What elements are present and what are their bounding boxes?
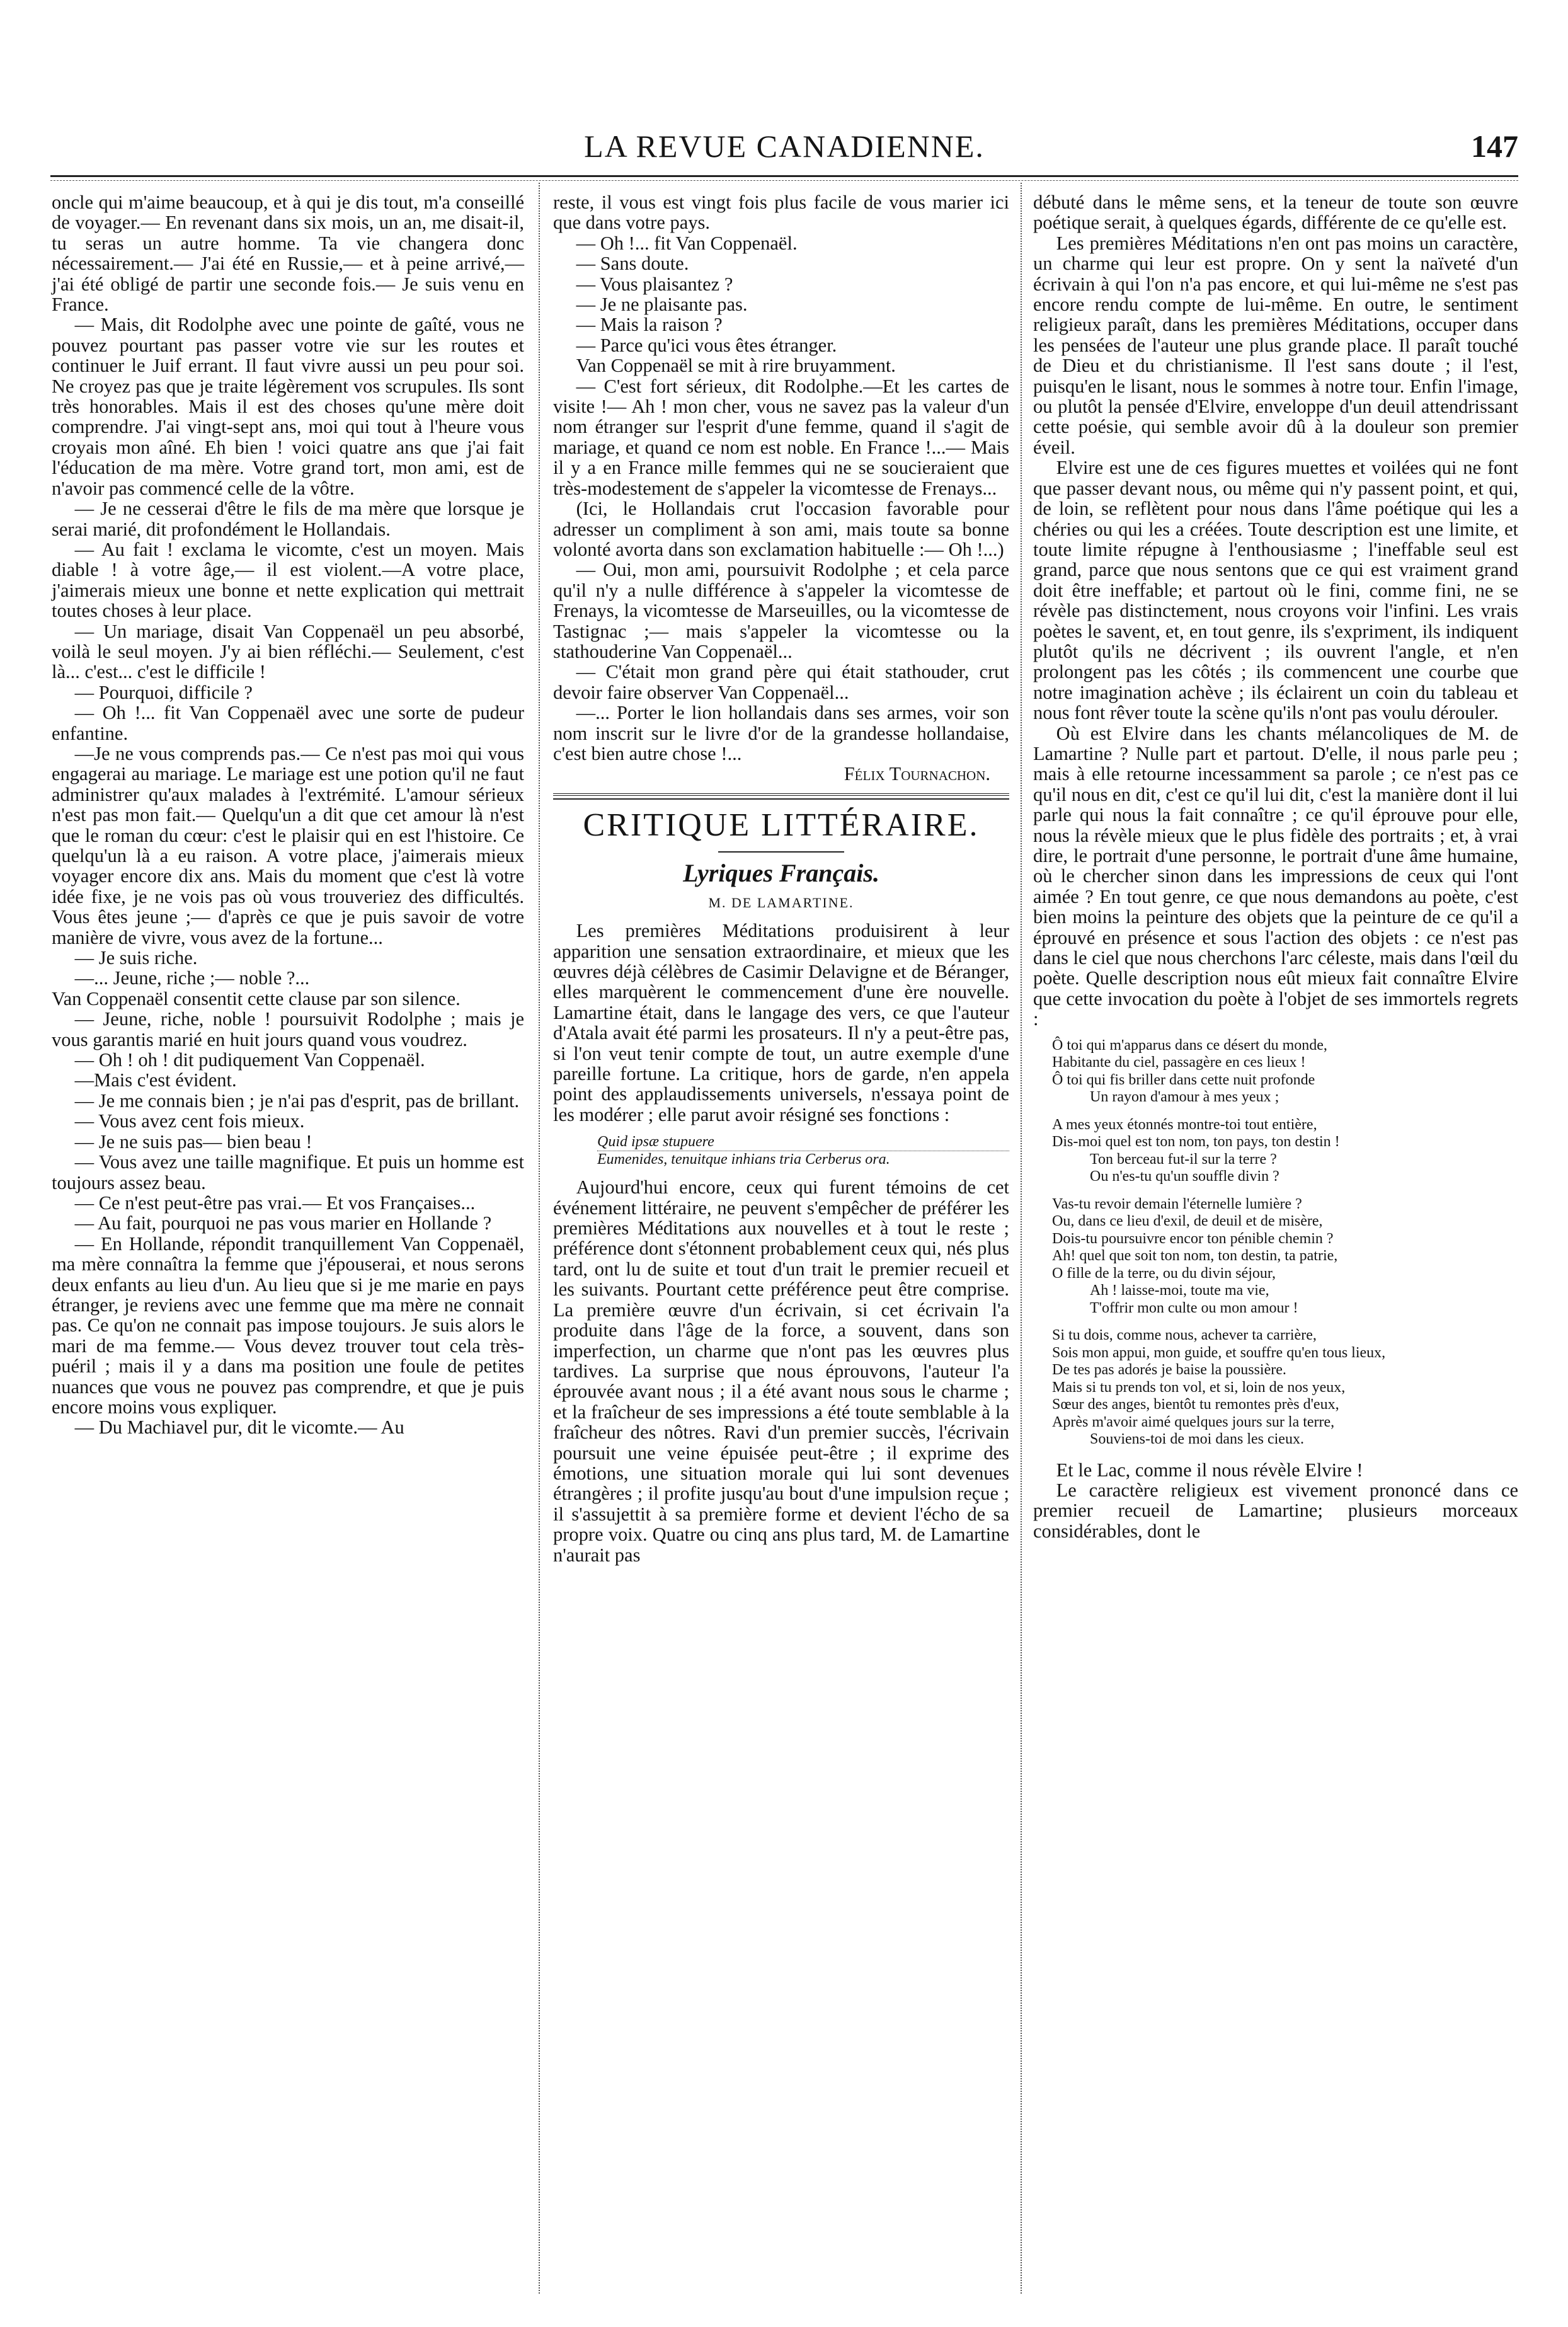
paragraph: — Vous plaisantez ? (576, 273, 733, 295)
poem-stanza (1052, 1037, 1518, 1106)
paragraph: — C'est fort sérieux, dit Rodolphe.—Et les cartes de visite !— Ah ! mon cher, vous ne savez pas la valeur d'un nom étranger sur l'esprit d'une femme, quand il s'agit de mariage, et quand ce nom est noble. En France !...— Mais il y a en France mille femmes qui ne se soucieraient que très-modestement de s'appeler la vicomtesse de Frenays... (553, 375, 1009, 499)
paragraph: — Du Machiavel pur, dit le vicomte.— Au (74, 1416, 404, 1439)
poem-line: Ou n'es-tu qu'un souffle divin ? (1090, 1168, 1279, 1185)
column-3 (1033, 192, 1518, 1541)
quotation-line: Eumenides, tenuitque inhians tria Cerberus ora. (597, 1151, 890, 1168)
paragraph: — Oh ! oh ! dit pudiquement Van Coppenaël. (74, 1049, 425, 1071)
paragraph: Van Coppenaël consentit cette clause par son silence. (52, 987, 461, 1009)
paragraph: — Je ne cesserai d'être le fils de ma mère que lorsque je serai marié, dit profondément le Hollandais. (52, 498, 524, 540)
header-rule (50, 175, 1518, 177)
paragraph: — Parce qu'ici vous êtes étranger. (576, 334, 837, 356)
paragraph: Elvire est une de ces figures muettes et voilées qui ne font que passer devant nous, ou même qui n'y passent point, et qui, de loin, se reflètent pour nous dans l'âme poétique qui les a chéries ou qui les a créées. Toute description est une limite, et toute limite répugne à l'enthousiasme ; l'ineffable seul est grand, parce que nous sentons que ce qui est vraiment grand doit être ineffable; et partout où le fini, comme fini, ne se révèle pas distinctement, nous croyons voir l'infini. Les vrais poètes le savent, et, en tout genre, ils s'expriment, ils indiquent plutôt qu'ils ne décrivent ; ils ouvrent l'angle, et n'en prolongent pas les côtés ; ils commencent une courbe que notre imagination achève ; ils éclairent un coin du tableau et nous font rêver toute la scène qu'ils n'ont pas voulu dérouler. (1033, 457, 1518, 724)
poem-line: De tes pas adorés je baise la poussière. (1052, 1362, 1286, 1379)
poem-line: O fille de la terre, ou du divin séjour, (1052, 1265, 1276, 1282)
paragraph: — Je suis riche. (74, 947, 198, 969)
poem-line: Ô toi qui m'apparus dans ce désert du monde, (1052, 1037, 1327, 1054)
paragraph: Les premières Méditations n'en ont pas moins un caractère, un charme qui leur est propre. On y sent la naïveté d'un écrivain à qui l'on n'a pas encore, et qui lui-même ne s'est pas encore rendu compte de lui-même. En outre, le sentiment religieux paraît, dans les premières Méditations, occuper dans les pensées de l'auteur une plus grande place. Il paraît touché de Dieu et du christianisme. Il l'est sans doute ; il l'est, puisqu'en le lisant, nous le sommes à notre tour. Enfin l'image, ou plutôt la pensée d'Elvire, enveloppe d'un deuil attendrissant cette poésie, qui semble avoir dû à la douleur son premier éveil. (1033, 232, 1518, 458)
paragraph: — Sans doute. (576, 253, 689, 275)
poem-line: T'offrir mon culte ou mon amour ! (1090, 1299, 1298, 1316)
paragraph: — Je ne suis pas— bien beau ! (74, 1130, 312, 1152)
poem-line: Ah ! laisse-moi, toute ma vie, (1090, 1282, 1269, 1299)
section-title: CRITIQUE LITTÉRAIRE. (583, 807, 980, 843)
paragraph: —... Jeune, riche ;— noble ?... (74, 967, 310, 989)
short-rule (718, 851, 844, 853)
page-header (50, 123, 1518, 173)
paragraph: Les premières Méditations produisirent à leur apparition une sensation extraordinaire, et mieux que les œuvres déjà célèbres de Casimir Delavigne et de Béranger, elles marquèrent le commencement d'une ère nouvelle. Lamartine était, dans le langage des vers, ce que l'auteur d'Atala avait été parmi les prosateurs. Il n'y a peut-être pas, si l'on veut tenir compte de tout, un autre exemple d'une pareille fortune. La critique, hors de garde, n'en appela point des applaudissements universels, n'essaya point de les modérer ; elle parut avoir résigné ses fonctions : (553, 920, 1009, 1125)
paragraph: (Ici, le Hollandais crut l'occasion favorable pour adresser un compliment à son ami, mais toute sa bonne volonté avorta dans son exclamation habituelle :— Oh !...) (553, 498, 1009, 560)
paragraph: — Au fait, pourquoi ne pas vous marier en Hollande ? (74, 1212, 492, 1234)
paragraph: reste, il vous est vingt fois plus facile de vous marier ici que dans votre pays. (553, 192, 1009, 234)
paragraph: — Mais la raison ? (576, 314, 723, 336)
poem-line: Après m'avoir aimé quelques jours sur la terre, (1052, 1413, 1335, 1430)
paragraph: — Oh !... fit Van Coppenaël avec une sorte de pudeur enfantine. (52, 702, 524, 744)
paragraph: — Oh !... fit Van Coppenaël. (576, 232, 798, 254)
article-byline: M. DE LAMARTINE. (708, 894, 854, 911)
poem-line: Ah! quel que soit ton nom, ton destin, ta patrie, (1052, 1248, 1338, 1265)
paragraph: — Oui, mon ami, poursuivit Rodolphe ; et cela parce qu'il n'y a nulle différence à s'appeler la vicomtesse de Frenays, la vicomtesse de Marseuilles, ou la vicomtesse de Tastignac ;— mais s'appeler la vicomtesse ou la stathouderine Van Coppenaël... (553, 559, 1009, 662)
paragraph: — Un mariage, disait Van Coppenaël un peu absorbé, voilà le seul moyen. J'y ai bien réfléchi.— Seulement, c'est là... c'est... c'est le difficile ! (52, 620, 524, 683)
poem-line: Sœur des anges, bientôt tu remontes près d'eux, (1052, 1396, 1339, 1413)
poem-stanza (1052, 1327, 1518, 1449)
author-signature: Félix Tournachon. (844, 763, 990, 785)
paragraph: —... Porter le lion hollandais dans ses armes, voir son nom inscrit sur le livre d'or de la grandesse hollandaise, c'est bien autre chose !... (553, 702, 1009, 764)
paragraph: — Je me connais bien ; je n'ai pas d'esprit, pas de brillant. (74, 1089, 520, 1112)
quotation-line: Quid ipsæ stupuere (597, 1134, 1009, 1151)
poem-line: Ô toi qui fis briller dans cette nuit profonde (1052, 1071, 1315, 1088)
paragraph: — Vous avez une taille magnifique. Et puis un homme est toujours assez beau. (52, 1151, 524, 1193)
poem-line: Habitante du ciel, passagère en ces lieux ! (1052, 1054, 1306, 1071)
paragraph: — Mais, dit Rodolphe avec une pointe de gaîté, vous ne pouvez pourtant pas passer votre vie sur les routes et continuer le Juif errant. Il faut vivre aussi un peu pour soi. Ne croyez pas que je traite légèrement vos scrupules. Ils sont très honorables. Mais il est des choses qu'une mère doit comprendre. J'ai vingt-sept ans, moi qui tout à l'heure vous croyais mon aîné. Eh bien ! voici quatre ans que j'ai fait l'éducation de ma mère. Votre grand tort, mon ami, est de n'avoir pas commencé celle de la vôtre. (52, 314, 524, 499)
column-2 (553, 192, 1009, 1565)
paragraph: — C'était mon grand père qui était stathouder, crut devoir faire observer Van Coppenaël... (553, 661, 1009, 703)
poem-quotation (1052, 1037, 1518, 1449)
paragraph: Van Coppenaël se mit à rire bruyamment. (576, 355, 896, 377)
poem-line: Si tu dois, comme nous, achever ta carrière, (1052, 1327, 1317, 1344)
article-subtitle: Lyriques Français. (683, 858, 879, 887)
column-1 (52, 192, 524, 1438)
poem-line: Un rayon d'amour à mes yeux ; (1090, 1089, 1279, 1106)
poem-line: Ou, dans ce lieu d'exil, de deuil et de misère, (1052, 1213, 1323, 1230)
paragraph: — Au fait ! exclama le vicomte, c'est un moyen. Mais diable ! à votre âge,— il est violent.—A votre place, j'aimerais mieux une bonne et nette explication qui mettrait toutes choses à leur place. (52, 538, 524, 622)
poem-stanza (1052, 1117, 1518, 1186)
latin-quotation (597, 1134, 1009, 1168)
poem-line: A mes yeux étonnés montre-toi tout entière, (1052, 1116, 1317, 1133)
poem-line: Ton berceau fut-il sur la terre ? (1090, 1151, 1277, 1168)
paragraph: Le caractère religieux est vivement prononcé dans ce premier recueil de Lamartine; plusieurs morceaux considérables, dont le (1033, 1480, 1518, 1542)
poem-line: Dois-tu poursuivre encor ton pénible chemin ? (1052, 1230, 1334, 1247)
paragraph: — Pourquoi, difficile ? (74, 681, 253, 703)
page-number: 147 (1471, 129, 1518, 164)
journal-title: LA REVUE CANADIENNE. (584, 129, 985, 164)
poem-line: Dis-moi quel est ton nom, ton pays, ton destin ! (1052, 1134, 1340, 1151)
column-separator-1 (539, 183, 540, 2294)
paragraph: oncle qui m'aime beaucoup, et à qui je dis tout, m'a conseillé de voyager.— En revenant dans six mois, un an, me disait-il, tu seras un autre homme. Ta vie changera donc nécessairement.— J'ai été en Russie,— et à peine arrivé,—j'ai été obligé de partir une seconde fois.— Je suis venu en France. (52, 192, 524, 316)
poem-line: Mais si tu prends ton vol, et si, loin de nos yeux, (1052, 1379, 1346, 1396)
paragraph: Aujourd'hui encore, ceux qui furent témoins de cet événement littéraire, ne peuvent s'empêcher de préférer les premières Méditations aux nouvelles et à tout le reste ; préférence dont s'étonnent probablement ceux qui, nés plus tard, ont lu de suite et tout d'un trait le premier recueil et les suivants. Pourtant cette préférence peut être comprise. La première œuvre d'un écrivain, si cet écrivain l'a produite dans l'âge de la force, a souvent, dans son imperfection, un charme que n'ont pas les œuvres plus tardives. La surprise que nous éprouvons, l'auteur l'a éprouvée avant nous ; il a été avant nous sous le charme ; et la fraîcheur de ses impressions a été toute semblable à la fraîcheur des nôtres. Ravi d'un premier succès, l'écrivain poursuit une veine épuisée peut-être ; il exprime des émotions, une situation morale qui lui sont devenues étrangères ; il profite jusqu'au bout d'une impulsion reçue ; il s'assujettit à sa première forme et devient l'écho de sa propre voix. Quatre ou cinq ans plus tard, M. de Lamartine n'aurait pas (553, 1176, 1009, 1566)
poem-line: Sois mon appui, mon guide, et souffre qu'en tous lieux, (1052, 1344, 1386, 1361)
paragraph: débuté dans le même sens, et la teneur de toute son œuvre poétique serait, à quelques égards, différente de ce qu'elle est. (1033, 192, 1518, 234)
poem-stanza (1052, 1196, 1518, 1318)
header-rule-dashed (50, 180, 1518, 181)
paragraph: — Ce n'est peut-être pas vrai.— Et vos Françaises... (74, 1192, 476, 1214)
paragraph: — En Hollande, répondit tranquillement Van Coppenaël, ma mère connaîtra la femme que j'épouserai, et nous serons deux enfants au lieu d'un. Au lieu que si je me marie en pays étranger, je reviens avec une femme que ma mère ne connait pas. Ce qu'on ne connait pas impose toujours. Je suis alors le mari de ma femme.— Vous devez trouver tout cela très-puéril ; mais il y a dans ma position une foule de petites nuances que vous ne pouvez pas comprendre, et que je puis encore moins vous expliquer. (52, 1232, 524, 1418)
paragraph: —Je ne vous comprends pas.— Ce n'est pas moi qui vous engagerai au mariage. Le mariage est une potion qu'il ne faut administrer qu'aux malades à l'extrémité. L'amour sérieux n'est pas mon fait.— Quelqu'un a dit que cet amour là n'est que le roman du cœur: c'est le plaisir qui en est l'histoire. Ce quelqu'un là a eu raison. A votre place, j'aimerais mieux voyager encore dix ans. Mais du moment que c'est là votre idée fixe, je ne vois pas où vous trouveriez des difficultés. Vous êtes jeune ;— d'après ce que je puis savoir de votre manière de vivre, vous avez de la fortune... (52, 742, 524, 948)
paragraph: — Vous avez cent fois mieux. (74, 1110, 305, 1132)
paragraph: — Je ne plaisante pas. (576, 294, 748, 316)
paragraph: Et le Lac, comme il nous révèle Elvire ! (1056, 1459, 1363, 1481)
paragraph: Où est Elvire dans les chants mélancoliques de M. de Lamartine ? Nulle part et partout. D'elle, il nous parle peu ; mais à elle retourne incessamment sa parole ; ce n'est pas ce qu'il nous en dit, c'est ce qu'il lui dit, c'est la manière dont il lui parle qui nous la fait connaître ; ce qu'il éprouve pour elle, nous la révèle mieux que le plus fidèle des portraits ; et, à vrai dire, le portrait d'une personne, le portrait d'une âme humaine, où le chercher sinon dans les impressions de ceux qui l'ont aimée ? En tout genre, ce que nous demandons au poète, c'est bien moins la peinture des objets que la peinture de ce qu'il a éprouvé en présence et sous l'action des objets : ce n'est pas dans le ciel que nous cherchons l'arc céleste, mais dans l'œil du poète. Quelle description nous eût mieux fait connaître Elvire que cette invocation du poète à l'objet de ses immortels regrets : (1033, 722, 1518, 1030)
poem-line: Souviens-toi de moi dans les cieux. (1090, 1431, 1304, 1448)
paragraph: — Jeune, riche, noble ! poursuivit Rodolphe ; mais je vous garantis marié en huit jours quand vous voudrez. (52, 1008, 524, 1050)
column-separator-2 (1021, 183, 1022, 2294)
section-rule (553, 793, 1009, 800)
poem-line: Vas-tu revoir demain l'éternelle lumière ? (1052, 1195, 1302, 1212)
paragraph: —Mais c'est évident. (74, 1069, 237, 1091)
